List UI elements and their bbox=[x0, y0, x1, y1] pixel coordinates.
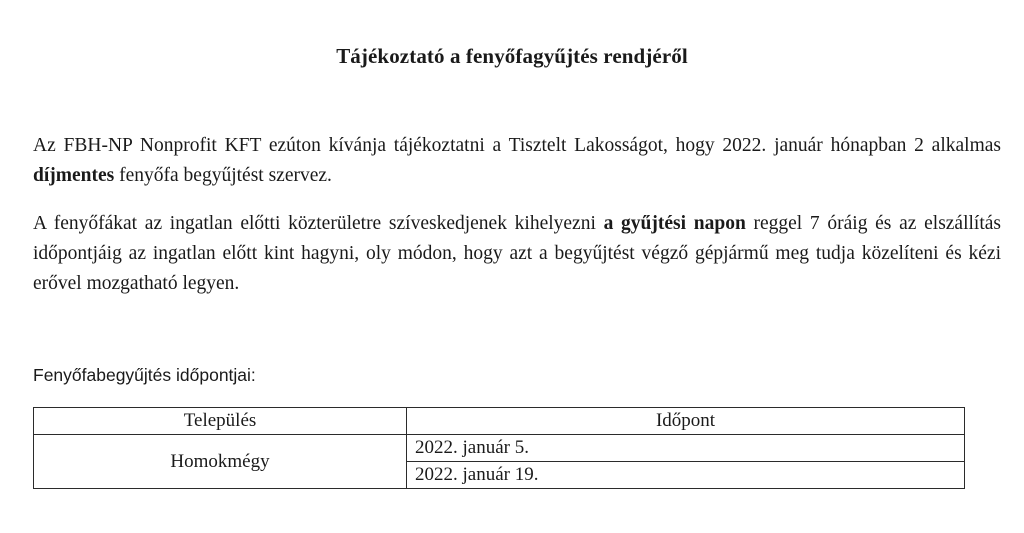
instructions-paragraph bbox=[33, 209, 1001, 299]
schedule-heading: Fenyőfabegyűjtés időpontjai: bbox=[33, 365, 256, 385]
document-title: Tájékoztató a fenyőfagyűjtés rendjéről bbox=[336, 44, 688, 68]
date-cell: 2022. január 5. bbox=[407, 435, 965, 462]
intro-text-start: Az FBH-NP Nonprofit KFT ezúton kívánja tájékoztatni a Tisztelt Lakosságot, hogy 2022. január hónapban 2 alkalmas bbox=[33, 135, 1001, 156]
instructions-text-end: reggel 7 óráig és az elszállítás időpontjáig az ingatlan előtt kint hagyni, oly módon, hogy azt a begyűjtést végző gépjármű meg tudja közelíteni és kézi erővel mozgatható legyen. bbox=[33, 213, 1002, 294]
instructions-text-bold: a gyűjtési napon bbox=[603, 213, 746, 234]
header-settlement: Település bbox=[34, 408, 407, 435]
intro-text-bold: díjmentes bbox=[33, 165, 115, 186]
instructions-text-start: A fenyőfákat az ingatlan előtti közterületre szíveskedjenek kihelyezni bbox=[33, 213, 604, 234]
table-header-row bbox=[34, 408, 965, 435]
schedule-table bbox=[33, 407, 965, 489]
header-date: Időpont bbox=[407, 408, 965, 435]
date-cell: 2022. január 19. bbox=[407, 462, 965, 489]
intro-text-end: fenyőfa begyűjtést szervez. bbox=[114, 165, 332, 186]
intro-paragraph bbox=[33, 131, 1001, 191]
settlement-cell: Homokmégy bbox=[34, 435, 407, 489]
table-row bbox=[34, 435, 965, 462]
